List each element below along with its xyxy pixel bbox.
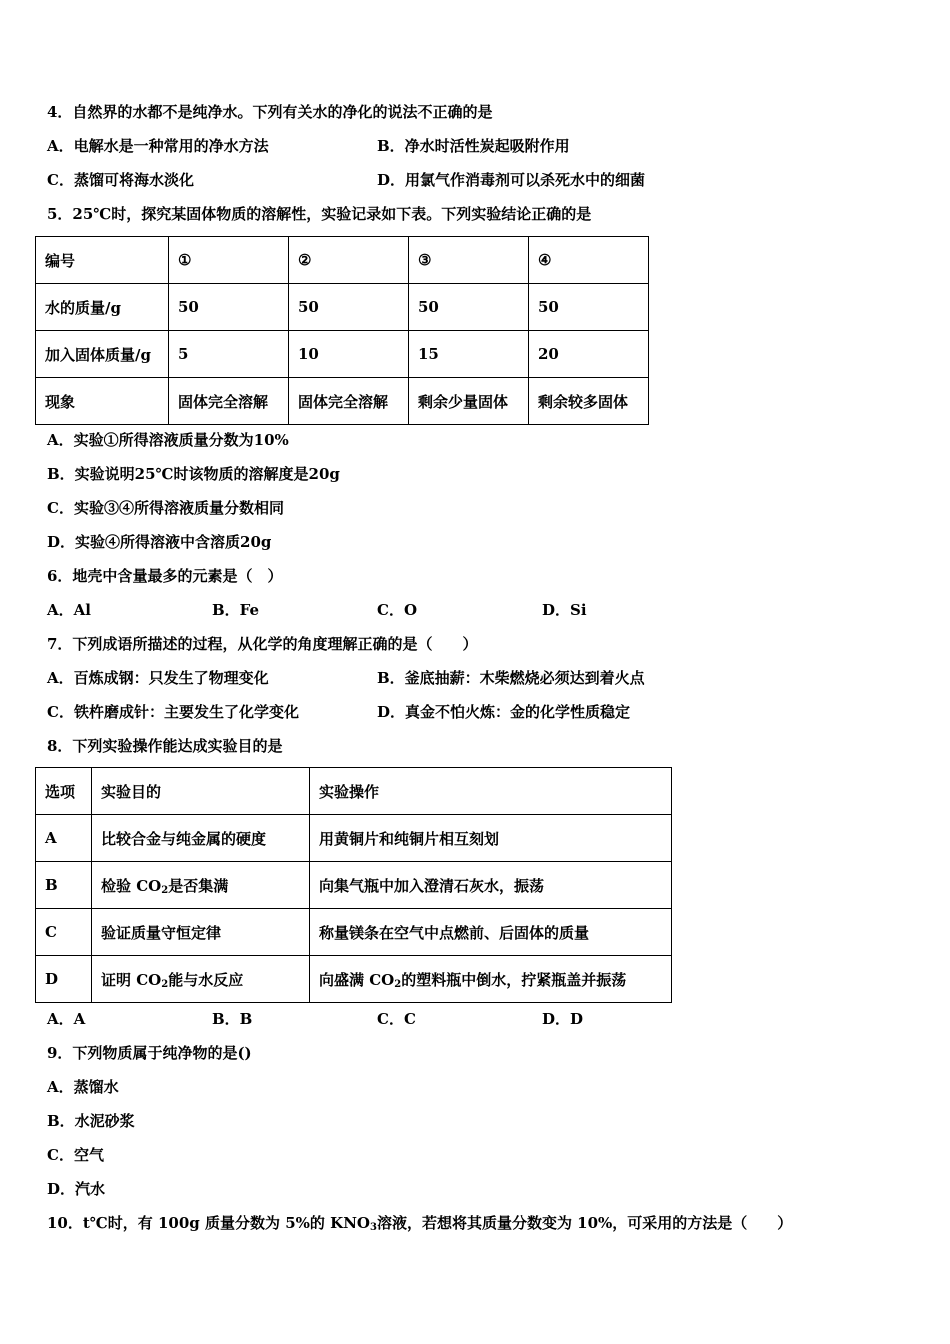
q7-option-c: C．铁杵磨成针：主要发生了化学变化 [47, 703, 299, 721]
q5-cell: 5 [169, 331, 289, 378]
q5-option-a: A．实验①所得溶液质量分数为10% [47, 431, 289, 449]
q5-cell: 10 [289, 331, 409, 378]
q5-cell: ③ [409, 237, 529, 284]
q4-option-d: D．用氯气作消毒剂可以杀死水中的细菌 [377, 171, 646, 189]
q5-cell: 固体完全溶解 [289, 378, 409, 425]
q5-table-row [36, 284, 649, 331]
q9-option-a: A．蒸馏水 [47, 1078, 119, 1096]
q8-b-purpose-sub: 2 [161, 884, 169, 896]
q5-table [35, 236, 649, 425]
q10-stem-sub: 3 [369, 1222, 377, 1233]
q5-cell: 加入固体质量/g [36, 331, 169, 378]
q8-cell: 向集气瓶中加入澄清石灰水，振荡 [310, 862, 672, 909]
q5-cell: 50 [409, 284, 529, 331]
q8-table-row [36, 956, 672, 1003]
q8-d-op-post: 的塑料瓶中倒水，拧紧瓶盖并振荡 [401, 970, 627, 989]
q9-option-d: D．汽水 [47, 1180, 106, 1198]
q4-option-a: A．电解水是一种常用的净水方法 [47, 137, 269, 155]
q8-option-d: D．D [542, 1010, 584, 1028]
q10-stem [47, 1213, 792, 1238]
q8-d-op-sub: 2 [394, 978, 402, 990]
q6-option-c: C．O [377, 601, 418, 619]
q5-cell: 15 [409, 331, 529, 378]
q5-cell: 50 [169, 284, 289, 331]
q8-table-row [36, 768, 672, 815]
q8-cell: 用黄铜片和纯铜片相互刻划 [310, 815, 672, 862]
q5-cell: ④ [529, 237, 649, 284]
q5-stem: 5．25℃时，探究某固体物质的溶解性，实验记录如下表。下列实验结论正确的是 [47, 205, 592, 223]
q4-option-c: C．蒸馏可将海水淡化 [47, 171, 194, 189]
q8-table [35, 767, 672, 1003]
q5-cell: 20 [529, 331, 649, 378]
q8-cell [310, 956, 672, 1003]
q8-cell: 验证质量守恒定律 [92, 909, 310, 956]
q7-stem: 7．下列成语所描述的过程，从化学的角度理解正确的是（ ） [47, 635, 478, 653]
q8-cell: A [36, 815, 92, 862]
q5-option-c: C．实验③④所得溶液质量分数相同 [47, 499, 284, 517]
q5-cell: 50 [289, 284, 409, 331]
q5-option-d: D．实验④所得溶液中含溶质20g [47, 533, 272, 551]
q5-option-b: B．实验说明25℃时该物质的溶解度是20g [47, 465, 340, 483]
q8-cell: 实验目的 [92, 768, 310, 815]
q7-option-d: D．真金不怕火炼：金的化学性质稳定 [377, 703, 631, 721]
q8-b-purpose-post: 是否集满 [168, 876, 229, 895]
q7-option-b: B．釜底抽薪：木柴燃烧必须达到着火点 [377, 669, 645, 687]
q5-cell: ① [169, 237, 289, 284]
q5-cell: 现象 [36, 378, 169, 425]
q8-cell: 选项 [36, 768, 92, 815]
q8-d-purpose-sub: 2 [161, 978, 169, 990]
q5-cell: 编号 [36, 237, 169, 284]
q8-table-row [36, 815, 672, 862]
q6-option-b: B．Fe [212, 601, 260, 619]
q5-table-row [36, 378, 649, 425]
q10-stem-pre: 10．t℃时，有 100g 质量分数为 5%的 KNO [47, 1214, 370, 1232]
q5-cell: 水的质量/g [36, 284, 169, 331]
q5-cell: ② [289, 237, 409, 284]
q8-cell: D [36, 956, 92, 1003]
q10-stem-post: 溶液，若想将其质量分数变为 10%，可采用的方法是（ ） [376, 1214, 793, 1232]
q8-cell: 称量镁条在空气中点燃前、后固体的质量 [310, 909, 672, 956]
q8-cell: C [36, 909, 92, 956]
q9-option-c: C．空气 [47, 1146, 104, 1164]
q8-cell: 比较合金与纯金属的硬度 [92, 815, 310, 862]
q8-cell: 实验操作 [310, 768, 672, 815]
q5-cell: 剩余少量固体 [409, 378, 529, 425]
q8-option-a: A．A [47, 1010, 86, 1028]
q8-table-row [36, 862, 672, 909]
q6-option-a: A．Al [47, 601, 91, 619]
q4-option-b: B．净水时活性炭起吸附作用 [377, 137, 570, 155]
q8-option-c: C．C [377, 1010, 416, 1028]
q5-cell: 固体完全溶解 [169, 378, 289, 425]
q8-stem: 8．下列实验操作能达成实验目的是 [47, 737, 283, 755]
q7-option-a: A．百炼成钢：只发生了物理变化 [47, 669, 269, 687]
q8-option-b: B．B [212, 1010, 253, 1028]
q8-cell [92, 862, 310, 909]
q5-table-row [36, 237, 649, 284]
q6-stem: 6．地壳中含量最多的元素是（ ） [47, 567, 283, 585]
q5-cell: 剩余较多固体 [529, 378, 649, 425]
q9-stem: 9．下列物质属于纯净物的是() [47, 1044, 252, 1062]
q8-table-row [36, 909, 672, 956]
q4-stem: 4．自然界的水都不是纯净水。下列有关水的净化的说法不正确的是 [47, 103, 493, 121]
q8-b-purpose-pre: 检验 CO [101, 876, 162, 895]
q9-option-b: B．水泥砂浆 [47, 1112, 135, 1130]
q5-table-row [36, 331, 649, 378]
q8-d-op-pre: 向盛满 CO [319, 970, 395, 989]
q8-d-purpose-pre: 证明 CO [101, 970, 162, 989]
q6-option-d: D．Si [542, 601, 587, 619]
q5-cell: 50 [529, 284, 649, 331]
q8-cell: B [36, 862, 92, 909]
q8-d-purpose-post: 能与水反应 [168, 970, 244, 989]
q8-cell [92, 956, 310, 1003]
